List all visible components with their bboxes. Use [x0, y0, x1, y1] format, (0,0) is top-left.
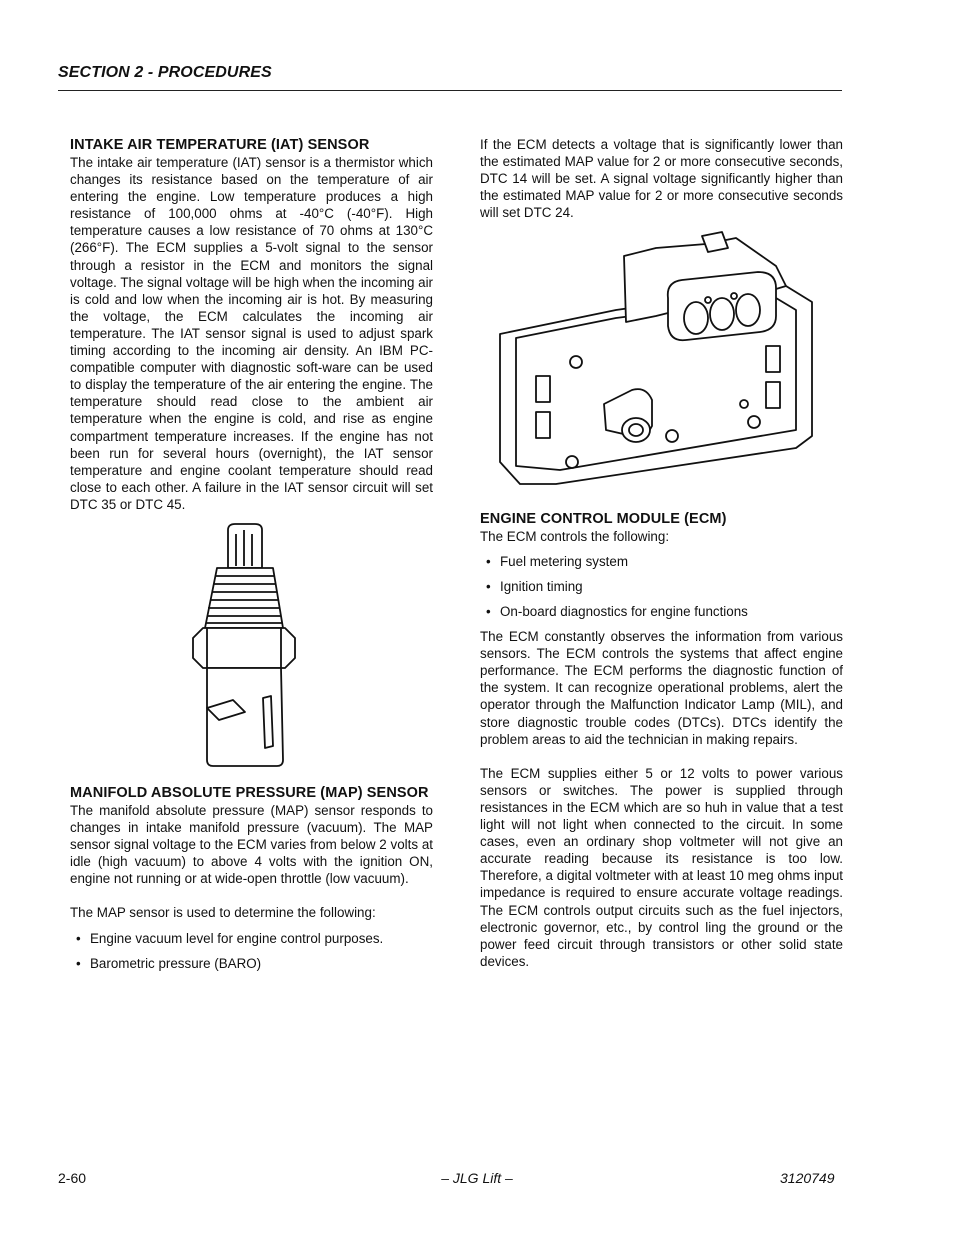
map-dtc-section — [480, 136, 843, 221]
iat-section — [70, 136, 433, 513]
ecm-paragraph-1: The ECM constantly observes the information from various sensors. The ECM controls the systems that affect engine performance. The ECM performs the diagnostic function of the system. It can recognize operational problems, alert the operator through the Malfunction Indicator Lamp (MIL), and store diagnostic trouble codes (DTCs). DTCs identify the problem areas to aid the technician in making repairs. — [480, 629, 843, 747]
map-section — [70, 784, 433, 980]
iat-heading: INTAKE AIR TEMPERATURE (IAT) SENSOR — [70, 137, 370, 153]
map-intro: The MAP sensor is used to determine the following: — [70, 905, 376, 921]
list-item: • On-board diagnostics for engine functions — [480, 603, 843, 620]
map-list — [70, 930, 433, 972]
map-body: The manifold absolute pressure (MAP) sensor responds to changes in intake manifold pressure (vacuum). The MAP sensor signal voltage to the ECM varies from below 2 volts at idle (high vacuum) to above 4 volts with the ignition ON, engine not running or at wide-open throttle (low vacuum). — [70, 803, 433, 887]
list-item: • Barometric pressure (BARO) — [70, 955, 433, 972]
iat-body: The intake air temperature (IAT) sensor is a thermistor which changes its resistance based on the temperature of air entering the engine. Low temperature produces a high resistance of 100,000 ohms at -40°C (-40°F). High temperature causes a low resistance of 70 ohms at 130°C (266°F). The ECM supplies a 5-volt signal to the sensor through a resistor in the ECM and monitors the signal voltage. The signal voltage will be high when the incoming air is cold and low when the incoming air is hot. By measuring the voltage, the ECM calculates the incoming air temperature. The IAT sensor signal is used to adjust spark timing according to the incoming air density. An IBM PC-compatible computer with diagnostic soft-ware can be used to display the temperature of the air entering the engine. The temperature should read close to the ambient air temperature when the engine is cold, and rise as engine compartment temperature increases. If the engine has not been run for several hours (overnight), the IAT sensor temperature and engine coolant temperature should read close to each other. A failure in the IAT sensor circuit will set DTC 35 or DTC 45. — [70, 155, 434, 512]
list-item: • Ignition timing — [480, 578, 843, 595]
list-item: • Engine vacuum level for engine control purposes. — [70, 930, 433, 947]
ecm-heading: ENGINE CONTROL MODULE (ECM) — [480, 511, 727, 527]
section-title: SECTION 2 - PROCEDURES — [58, 64, 272, 81]
map-heading: MANIFOLD ABSOLUTE PRESSURE (MAP) SENSOR — [70, 785, 429, 801]
map-sensor-illustration — [496, 226, 818, 490]
header-divider — [58, 90, 842, 91]
iat-sensor-illustration — [183, 520, 305, 770]
ecm-paragraph-2: The ECM supplies either 5 or 12 volts to power various sensors or switches. The power is supplied through resistances in the ECM which are so huh in value that a test light will not light when connected to the circuit. In some cases, even an ordinary shop voltmeter will not give an accurate reading because its resistance is too low. Therefore, a digital voltmeter with at least 10 meg ohms input impedance is required to ensure accurate voltage readings. The ECM controls output circuits such as the fuel injectors, electronic governor, etc., by control ling the ground or the power feed circuit through transistors or other solid state devices. — [480, 765, 843, 969]
ecm-section — [480, 510, 843, 970]
map-dtc-text: If the ECM detects a voltage that is significantly lower than the estimated MAP value for 2 or more consecutive seconds, DTC 14 will be set. A signal voltage significantly higher than the estimated MAP value for 2 or more consecutive seconds will set DTC 24. — [480, 137, 843, 221]
ecm-intro: The ECM controls the following: — [480, 529, 670, 544]
document-number: 3120749 — [780, 1170, 835, 1186]
footer-publisher: – JLG Lift – — [441, 1170, 513, 1186]
page-number: 2-60 — [58, 1170, 87, 1186]
ecm-list — [480, 553, 843, 620]
list-item: • Fuel metering system — [480, 553, 843, 570]
